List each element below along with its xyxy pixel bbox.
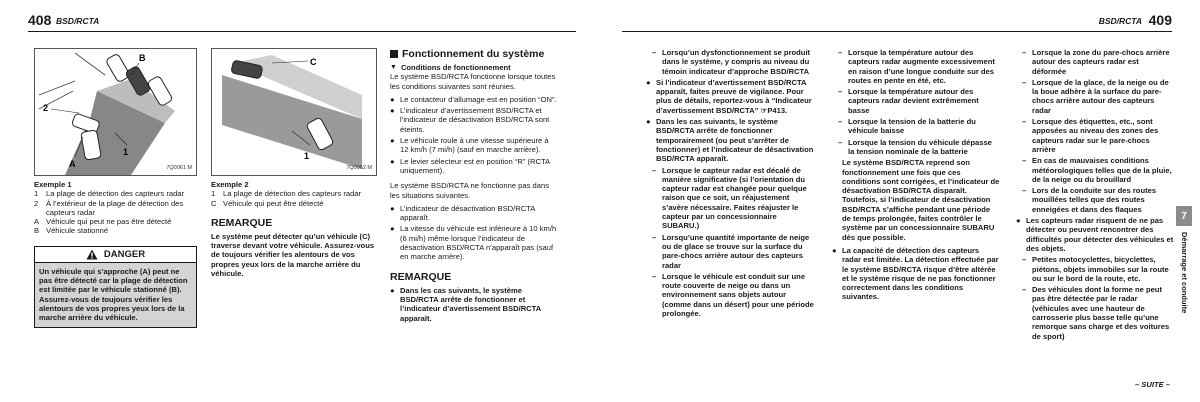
right-section-title: BSD/RCTA: [1098, 16, 1142, 26]
right-page-header: [622, 14, 1172, 32]
figure-1-label-a: A: [69, 159, 76, 169]
figure-1-label-1: 1: [123, 147, 129, 157]
list-item: ● Le véhicule roule à une vitesse supérieure à 12 km/h (7 mi/h) (sauf en marche arrière).: [390, 136, 549, 155]
figure-example-2: [211, 48, 377, 176]
list-item: – Lorsqu’un dysfonctionnement se produit dans le système, y compris au niveau du témoin indicateur d’approche BSD/RCTA: [652, 48, 811, 76]
conditions-intro: Le système BSD/RCTA fonctionne lorsque toutes les conditions suivantes sont réunies.: [390, 72, 556, 91]
legend-row: 1 La plage de détection des capteurs radar: [34, 189, 185, 199]
triangle-down-icon: ▼: [390, 64, 397, 71]
list-item: – Des véhicules dont la forme ne peut pas être détectée par le radar (véhicules avec une hauteur de carrosserie plus basse telle qu’une remorque sans charge et des voitures de sport): [1022, 285, 1170, 341]
figure-1-code: 7Q0061 M: [166, 164, 192, 171]
list-item: ● Le levier sélecteur est en position “R” (RCTA uniquement).: [390, 156, 550, 175]
legend-row: C Véhicule qui peut être détecté: [211, 198, 324, 208]
figure-2-label-c: C: [310, 57, 317, 67]
remarque-1-title: REMARQUE: [211, 216, 273, 229]
list-item: – Lorsque des étiquettes, etc., sont apposées au niveau des zones des capteurs radar sur le pare-chocs arrière: [1022, 117, 1159, 154]
list-item: ● Si l’indicateur d’avertissement BSD/RCTA apparaît, faites preuve de vigilance. Pour plus de détails, reportez-vous à “Indicateur d’avertissement BSD/RCTA” ☞P413.: [646, 77, 812, 115]
left-page-header: [28, 14, 576, 32]
list-item: – Lorsque la tension du véhicule dépasse la tension nominale de la batterie: [838, 137, 992, 156]
list-item: – Lorsque la température autour des capteurs radar augmente excessivement en raison d’une longue conduite sur des routes en pente en été, etc.: [838, 48, 995, 85]
figure-2-code: 7Q0062 M: [346, 164, 372, 171]
list-item: – Lorsque de la glace, de la neige ou de la boue adhère à la surface du pare-chocs arrière autour des capteurs radar: [1022, 77, 1169, 115]
list-item: ● Dans les cas suivants, le système BSD/RCTA arrête de fonctionner et l’indicateur d’avertissement BSD/RCTA apparaît.: [390, 285, 541, 323]
list-item: – Lorsqu’une quantité importante de neige ou de glace se trouve sur la surface du pare-chocs arrière autour des capteurs radar: [652, 232, 810, 270]
column-3: [390, 48, 558, 325]
list-item: – Lorsque la température autour des capteurs radar devient extrêmement basse: [838, 87, 979, 115]
list-item: – Lorsque le véhicule est conduit sur une route couverte de neige ou dans un environnement sans objets autour (comme dans un désert) pour une période prolongée.: [652, 271, 814, 319]
danger-text: Un véhicule qui s’approche (A) peut ne pas être détecté car la plage de détection est limitée par le véhicule stationné (B). Assurez-vous de toujours vérifier les alentours de vos propres yeux lors de la marche arrière du véhicule.: [35, 263, 196, 327]
list-item: – En cas de mauvaises conditions météorologiques telles que de la pluie, de la neige ou du brouillard: [1022, 156, 1172, 184]
list-item: ● La capacité de détection des capteurs radar est limitée. La détection effectuée par le système BSD/RCTA risque d’être altérée et le système risque de ne pas fonctionner correctement dans les conditions suivantes.: [832, 245, 999, 302]
figure-2-illustration: [212, 49, 376, 175]
list-item: ● L’indicateur d’avertissement BSD/RCTA et l’indicateur de désactivation BSD/RCTA sont éteints.: [390, 106, 550, 134]
figure-2-caption: Exemple 2: [211, 180, 249, 189]
column-5: [832, 48, 1000, 304]
not-function-intro: Le système BSD/RCTA ne fonctionne pas dans les situations suivantes.: [390, 181, 549, 200]
list-item: – Lorsque le capteur radar est décalé de manière significative (si l’orientation du capteur radar est changée pour quelque raison que ce soit, un réajustement s’avère nécessaire. Faites réajuster le capteur par un concessionnaire SUBARU.): [652, 165, 807, 231]
figure-2-label-1: 1: [304, 151, 310, 161]
right-page-number: 409: [1148, 12, 1172, 28]
danger-title: DANGER: [103, 248, 146, 260]
list-item: – Lors de la conduite sur des routes mouillées telles que des routes enneigées et dans des flaques: [1022, 186, 1157, 214]
list-item: ● Le contacteur d’allumage est en position “ON”.: [390, 94, 557, 104]
danger-header: [35, 247, 196, 263]
list-item: – Petites motocyclettes, bicyclettes, piétons, objets immobiles sur la route ou sur le bord de la route, etc.: [1022, 255, 1169, 283]
legend-row: 1 La plage de détection des capteurs radar: [211, 189, 362, 199]
chapter-side-title: Démarrage et conduite: [1180, 232, 1189, 314]
left-section-title: BSD/RCTA: [56, 16, 100, 26]
legend-row: 2 À l’extérieur de la plage de détection des capteurs radar: [34, 198, 184, 217]
list-item: ● L’indicateur de désactivation BSD/RCTA apparaît.: [390, 203, 535, 223]
list-item: ● La vitesse du véhicule est inférieure à 10 km/h (6 mi/h) même lorsque l’indicateur de désactivation BSD/RCTA n’apparaît pas (sauf en marche arrière).: [390, 224, 557, 262]
recover-text: Le système BSD/RCTA reprend son fonctionnement une fois que ces conditions sont corrigées, et l’indicateur de désactivation BSD/RCTA disparaît. Toutefois, si l’indicateur de désactivation BSD/RCTA s’affiche pendant une période de temps prolongée, faites contrôler le système par un concessionnaire SUBARU dès que possible.: [842, 158, 1000, 242]
figure-1-illustration: [35, 49, 196, 175]
square-bullet-icon: [390, 50, 398, 58]
danger-box: [34, 246, 197, 328]
list-item: – Lorsque la zone du pare-chocs arrière autour des capteurs radar est déformée: [1022, 48, 1170, 76]
figure-1-label-b: B: [139, 53, 146, 63]
subsection-title: ▼ Conditions de fonctionnement: [390, 63, 511, 72]
column-6: [1016, 48, 1174, 343]
figure-1-label-2: 2: [43, 103, 49, 113]
chapter-tab: 7: [1176, 206, 1192, 226]
figure-1-caption: Exemple 1: [34, 180, 72, 189]
remarque-2-title: REMARQUE: [390, 270, 452, 283]
legend-row: B Véhicule stationné: [34, 226, 109, 236]
left-page-number: 408: [28, 12, 52, 28]
list-item: ● Les capteurs radar risquent de ne pas détecter ou peuvent rencontrer des difficultés pour détecter des véhicules et des objets.: [1016, 216, 1174, 253]
remarque-1-text: Le système peut détecter qu’un véhicule (C) traverse devant votre véhicule. Assurez-vous de toujours vérifier les alentours de vos propres yeux lors de la marche arrière du véhicule.: [211, 231, 375, 279]
continued-marker: – SUITE –: [1134, 380, 1170, 389]
legend-row: A Véhicule qui peut ne pas être détecté: [34, 217, 172, 227]
column-2: [211, 48, 377, 278]
list-item: – Lorsque la tension de la batterie du véhicule baisse: [838, 117, 976, 136]
list-item: ● Dans les cas suivants, le système BSD/RCTA arrête de fonctionner temporairement (ou peut s’arrêter de fonctionner) et l’indicateur de désactivation BSD/RCTA apparaît.: [646, 117, 814, 164]
column-1: [34, 48, 197, 328]
column-4: [646, 48, 814, 320]
warning-triangle-icon: [86, 249, 98, 260]
figure-example-1: [34, 48, 197, 176]
section-title: Fonctionnement du système: [390, 48, 558, 60]
